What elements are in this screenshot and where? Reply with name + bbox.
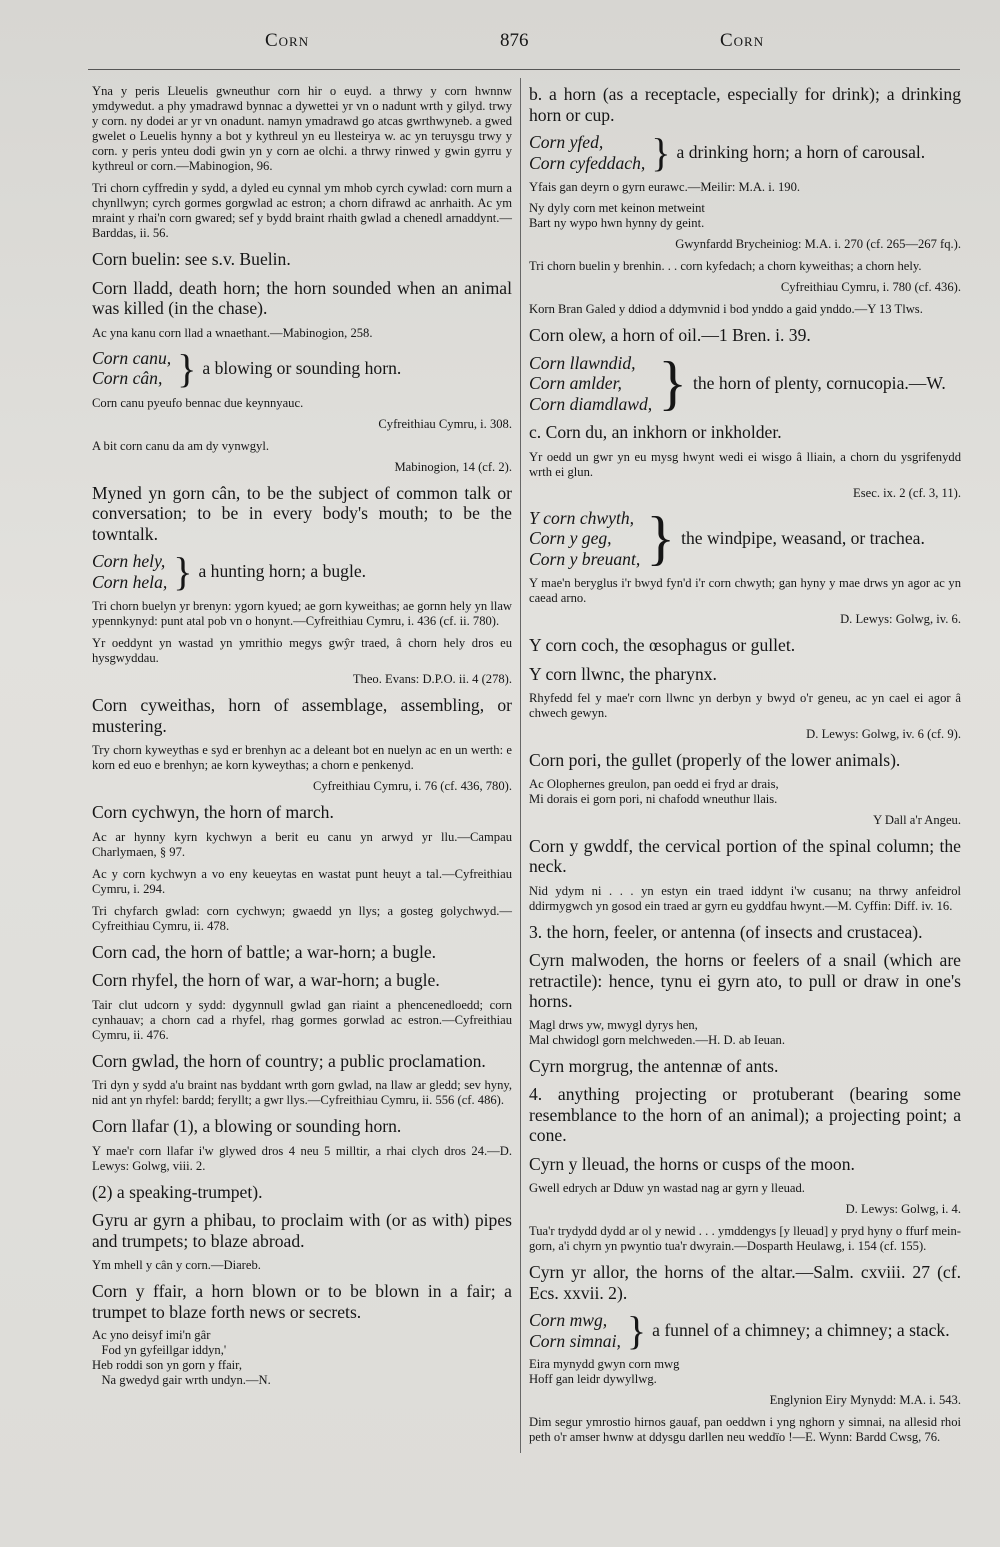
quotation: Try chorn kyweythas e syd er brenhyn ac a deleant bot en nuelyn ac en un werth: e korn ed euo e brenhyn; ae korn kyweythas; a chorn e penkenyd.: [92, 743, 512, 772]
verse-line: Ac Olophernes greulon, pan oedd ei fryd ar drais,: [529, 776, 779, 791]
bracket-definition: the horn of plenty, cornucopia.—W.: [693, 373, 946, 393]
quotation: Ac y corn kychwyn a vo eny keueytas en wastat punt heuyt a tal.—Cyfreithiau Cymru, i. 294.: [92, 866, 512, 896]
left-column: [92, 84, 512, 1388]
quotation: Dim segur ymrostio hirnos gauaf, pan oeddwn i yng nghorn y simnai, na allesid rhoi peth o'r amser hwnw at ddysgu darllen neu weddïo !—E. Wynn: Bardd Cwsg, 76.: [529, 1415, 961, 1444]
header-rule: [88, 69, 960, 70]
quotation: Ac yna kanu corn llad a wnaethant.—Mabinogion, 258.: [92, 325, 373, 340]
headword-variant: Corn y geg,: [529, 528, 612, 548]
quotation: Yr oedd un gwr yn eu mysg hwynt wedi ei wisgo â lliain, a chorn du ysgrifenydd wrth ei glun.: [529, 449, 961, 479]
entry-bracket-group: [529, 349, 961, 416]
bracket-definition: a blowing or sounding horn.: [202, 357, 402, 378]
entry-definition: 3. the horn, feeler, or antenna (of insects and crustacea).: [529, 921, 923, 942]
headword-variant: Corn hela,: [92, 571, 168, 592]
quotation: Y mae'r corn llafar i'w glywed dros 4 neu 5 milltir, a rhai clych dros 24.—D. Lewys: Golwg, viii. 2.: [92, 1143, 512, 1173]
entry-definition: Gyru ar gyrn a phibau, to proclaim with (or as with) pipes and trumpets; to blaze abroad.: [92, 1210, 512, 1251]
headword-variant: Corn llawndid,: [529, 352, 636, 373]
verse-quotation: [529, 777, 961, 807]
running-head-left: Corn: [265, 30, 310, 51]
entry-bracket-group: [92, 551, 512, 592]
entry-definition: Corn cychwyn, the horn of march.: [92, 802, 334, 822]
verse-line: Magl drws yw, mwygl dyrys hen,: [529, 1017, 698, 1032]
citation-source: Englynion Eiry Mynydd: M.A. i. 543.: [769, 1393, 961, 1407]
entry-bracket-group: [529, 1310, 961, 1351]
citation-source: Theo. Evans: D.P.O. ii. 4 (278).: [352, 672, 512, 686]
entry-definition: Corn buelin: see s.v. Buelin.: [92, 249, 291, 269]
quotation: Yr oeddynt yn wastad yn ymrithio megys gwŷr traed, â chorn hely dros eu hysgwyddau.: [92, 636, 512, 665]
entry-definition: Corn pori, the gullet (properly of the lower animals).: [529, 750, 901, 770]
citation-source: Gwynfardd Brycheiniog: M.A. i. 270 (cf. 265—267 fq.).: [675, 237, 961, 251]
running-head-right: Corn: [720, 30, 765, 51]
quotation: Ym mhell y cân y corn.—Diareb.: [92, 1258, 261, 1272]
verse-quotation: [529, 1357, 961, 1387]
entry-bracket-group: [529, 504, 961, 571]
quotation: Tri chyfarch gwlad: corn cychwyn; gwaedd yn llys; a gosteg golychwyd.—Cyfreithiau Cymru, ii. 478.: [92, 903, 512, 933]
bracket-terms: [92, 348, 171, 389]
brace-glyph: }: [177, 345, 197, 391]
brace-glyph: }: [658, 349, 687, 416]
citation-source: Cyfreithiau Cymru, i. 780 (cf. 436).: [780, 280, 961, 294]
entry-definition: Corn llafar (1), a blowing or sounding horn.: [92, 1116, 402, 1136]
entry-definition: c. Corn du, an inkhorn or inkholder.: [529, 422, 782, 442]
headword-variant: Corn y breuant,: [529, 548, 641, 569]
quotation: Yna y peris Lleuelis gwneuthur corn hir o euyd. a thrwy y corn hwnnw ymdywedut. a phy ymadrawd bynnac a dywettei yr vn o nadunt wrth y gilyd. trwy y corn. ny dodei ar yr vn onadunt. namyn ymadrawd go atcas gwrthwyneb. a gwed gwelet o Leuelis hynny a bot y kythreul yn eu llesteirya w. ac yn teruysgu trwy y corn. y peris ynteu dodi gwin yn y corn ae olchi. a thrwy rinwed y gwin gyrru y kythreul or corn.—Mabinogion, 96.: [92, 84, 512, 173]
citation-source: D. Lewys: Golwg, iv. 6 (cf. 9).: [806, 727, 961, 741]
quotation: Tri dyn y sydd a'u braint nas byddant wrth gorn gwlad, na llaw ar gledd; sev hyny, nid ant yn rhyfel: bardd; feryllt; a gwr llys.—Cyfreithiau Cymru, ii. 556 (cf. 486).: [92, 1078, 512, 1107]
bracket-definition: a funnel of a chimney; a chimney; a stack.: [652, 1320, 950, 1341]
verse-line: Na gwedyd gair wrth undyn.—N.: [92, 1373, 271, 1387]
verse-line: Hoff gan leidr dywyllwg.: [529, 1372, 657, 1386]
verse-quotation: [529, 201, 961, 231]
entry-definition: Corn y ffair, a horn blown or to be blown in a fair; a trumpet to blaze forth news or secrets.: [92, 1281, 512, 1322]
headword-variant: Corn amlder,: [529, 373, 622, 393]
verse-line: Ny dyly corn met keinon metweint: [529, 201, 705, 215]
entry-definition: Corn lladd, death horn; the horn sounded when an animal was killed (in the chase).: [92, 277, 512, 318]
verse-line: Bart ny wypo hwn hynny dy geint.: [529, 216, 705, 230]
brace-glyph: }: [646, 504, 676, 571]
verse-line: Mal chwidogl gorn melchweden.—H. D. ab Ieuan.: [529, 1032, 786, 1047]
citation-source: Cyfreithiau Cymru, i. 76 (cf. 436, 780).: [312, 779, 512, 793]
headword-variant: Corn cân,: [92, 368, 163, 388]
quotation: Corn canu pyeufo bennac due keynnyauc.: [92, 395, 304, 410]
headword-variant: Y corn chwyth,: [529, 507, 635, 528]
right-column: [529, 84, 961, 1445]
headword-variant: Corn cyfeddach,: [529, 152, 646, 173]
page-number: 876: [500, 30, 529, 51]
headword-variant: Corn canu,: [92, 347, 172, 368]
citation-source: D. Lewys: Golwg, iv. 6.: [840, 612, 961, 626]
bracket-terms: [529, 353, 652, 415]
verse-line: Ac yno deisyf imi'n gâr: [92, 1328, 211, 1342]
quotation: Tua'r trydydd dydd ar ol y newid . . . ymddengys [y lleuad] y pryd hyny o ffurf mein-gorn, a'i chyrn yn pwyntio tua'r dwyrain.—Dosparth Heulawg, i. 154 (cf. 155).: [529, 1224, 961, 1253]
headword-variant: Corn hely,: [92, 551, 166, 571]
entry-definition: Y corn coch, the œsophagus or gullet.: [529, 635, 796, 655]
entry-definition: Cyrn malwoden, the horns or feelers of a snail (which are retractile): hence, tynu ei gyrn ato, to pull or draw in one's horns.: [529, 950, 961, 1011]
bracket-terms: [529, 508, 640, 570]
entry-definition: (2) a speaking-trumpet).: [92, 1181, 263, 1202]
entry-definition: Cyrn morgrug, the antennæ of ants.: [529, 1055, 779, 1076]
quotation: Rhyfedd fel y mae'r corn llwnc yn derbyn y bwyd o'r geneu, ac yn cael ei agor â chwech gewyn.: [529, 691, 961, 720]
quotation: Gwell edrych ar Dduw yn wastad nag ar gyrn y lleuad.: [529, 1181, 805, 1195]
headword-variant: Corn simnai,: [529, 1330, 621, 1351]
entry-definition: Y corn llwnc, the pharynx.: [529, 663, 717, 684]
citation-source: Y Dall a'r Angeu.: [873, 812, 961, 827]
brace-glyph: }: [651, 130, 671, 175]
entry-definition: Corn cyweithas, horn of assemblage, assembling, or mustering.: [92, 695, 512, 736]
verse-line: Eira mynydd gwyn corn mwg: [529, 1357, 680, 1371]
citation-source: Cyfreithiau Cymru, i. 308.: [378, 416, 512, 431]
bracket-terms: [92, 551, 167, 592]
brace-glyph: }: [626, 1308, 647, 1353]
verse-line: Mi dorais ei gorn pori, ni chafodd wneuthur llais.: [529, 791, 778, 806]
headword-variant: Corn diamdlawd,: [529, 393, 653, 414]
citation-source: Mabinogion, 14 (cf. 2).: [394, 459, 512, 474]
bracket-definition: a hunting horn; a bugle.: [198, 561, 367, 582]
entry-definition: Corn y gwddf, the cervical portion of the spinal column; the neck.: [529, 835, 961, 876]
verse-line: Fod yn gyfeillgar iddyn,': [92, 1343, 227, 1357]
entry-definition: Cyrn y lleuad, the horns or cusps of the moon.: [529, 1153, 855, 1174]
quotation: Y mae'n beryglus i'r bwyd fyn'd i'r corn chwyth; gan hyny y mae drws yn agor ac yn caead arno.: [529, 576, 961, 605]
entry-definition: 4. anything projecting or protuberant (bearing some resemblance to the horn of an animal); a projecting point; a cone.: [529, 1084, 961, 1145]
column-divider: [520, 78, 521, 1453]
quotation: Tri chorn cyffredin y sydd, a dyled eu cynnal ym mhob cyrch cywlad: corn murn a chynllwyn; cyrch gormes gorgwlad ac estron; a chorn difrawd ac anrhaith. Ac ym mraint y rhai'n corn gwared; sef y bydd braint rhaith gwlad a chenedl arnaddynt.—Barddas, ii. 56.: [92, 181, 512, 240]
entry-bracket-group: [92, 345, 512, 391]
bracket-terms: [529, 132, 645, 173]
quotation: Tri chorn buelyn yr brenyn: ygorn kyued; ae gorn kyweithas; ae gornn hely yn llaw ypennkynyd: punt atal pob vn o honynt.—Cyfreithiau Cymru, i. 436 (cf. ii. 780).: [92, 599, 512, 628]
quotation: Nid ydym ni . . . yn estyn ein traed iddynt i'w cusanu; na thrwy anfeidrol ddirmygwch yn gosod ein traed ar gyrn eu gyddfau hwynt.—M. Cyffin: Diff. iv. 16.: [529, 883, 961, 913]
quotation: Ac ar hynny kyrn kychwyn a berit eu canu yn arwyd yr llu.—Campau Charlymaen, § 97.: [92, 829, 512, 859]
bracket-definition: a drinking horn; a horn of carousal.: [676, 142, 926, 163]
entry-definition: Corn cad, the horn of battle; a war-horn; a bugle.: [92, 941, 437, 962]
entry-definition: Corn olew, a horn of oil.—1 Bren. i. 39.: [529, 325, 811, 345]
bracket-definition: the windpipe, weasand, or trachea.: [681, 528, 925, 548]
quotation: Tair clut udcorn y sydd: dygynnull gwlad gan riaint a phencenedloedd; corn cynhauav; a chorn cad a rhyfel, rhag gormes gorwlad ac estron.—Cyfreithiau Cymru, ii. 476.: [92, 997, 512, 1042]
entry-definition: Corn gwlad, the horn of country; a public proclamation.: [92, 1050, 486, 1071]
verse-quotation: [529, 1018, 961, 1048]
citation-source: Esec. ix. 2 (cf. 3, 11).: [853, 485, 961, 500]
quotation: Tri chorn buelin y brenhin. . . corn kyfedach; a chorn kyweithas; a chorn hely.: [529, 259, 922, 273]
entry-definition: Myned yn gorn cân, to be the subject of common talk or conversation; to be in every body's mouth; to be the towntalk.: [92, 482, 512, 544]
entry-definition: Cyrn yr allor, the horns of the altar.—Salm. cxviii. 27 (cf. Ecs. xxvii. 2).: [529, 1262, 961, 1303]
verse-quotation: [92, 1328, 512, 1388]
entry-definition: b. a horn (as a receptacle, especially for drink); a drinking horn or cup.: [529, 84, 961, 125]
verse-line: Heb roddi son yn gorn y ffair,: [92, 1358, 243, 1372]
quotation: Yfais gan deyrn o gyrn eurawc.—Meilir: M.A. i. 190.: [529, 180, 801, 194]
entry-bracket-group: [529, 132, 961, 173]
quotation: Korn Bran Galed y ddiod a ddymvnid i bod ynddo a gaid ynddo.—Y 13 Tlws.: [529, 302, 923, 316]
entry-definition: Corn rhyfel, the horn of war, a war-horn; a bugle.: [92, 970, 440, 990]
brace-glyph: }: [173, 549, 193, 594]
citation-source: D. Lewys: Golwg, i. 4.: [845, 1202, 961, 1216]
headword-variant: Corn mwg,: [529, 1310, 608, 1330]
headword-variant: Corn yfed,: [529, 132, 604, 152]
bracket-terms: [529, 1310, 621, 1351]
quotation: A bit corn canu da am dy vynwgyl.: [92, 438, 269, 453]
